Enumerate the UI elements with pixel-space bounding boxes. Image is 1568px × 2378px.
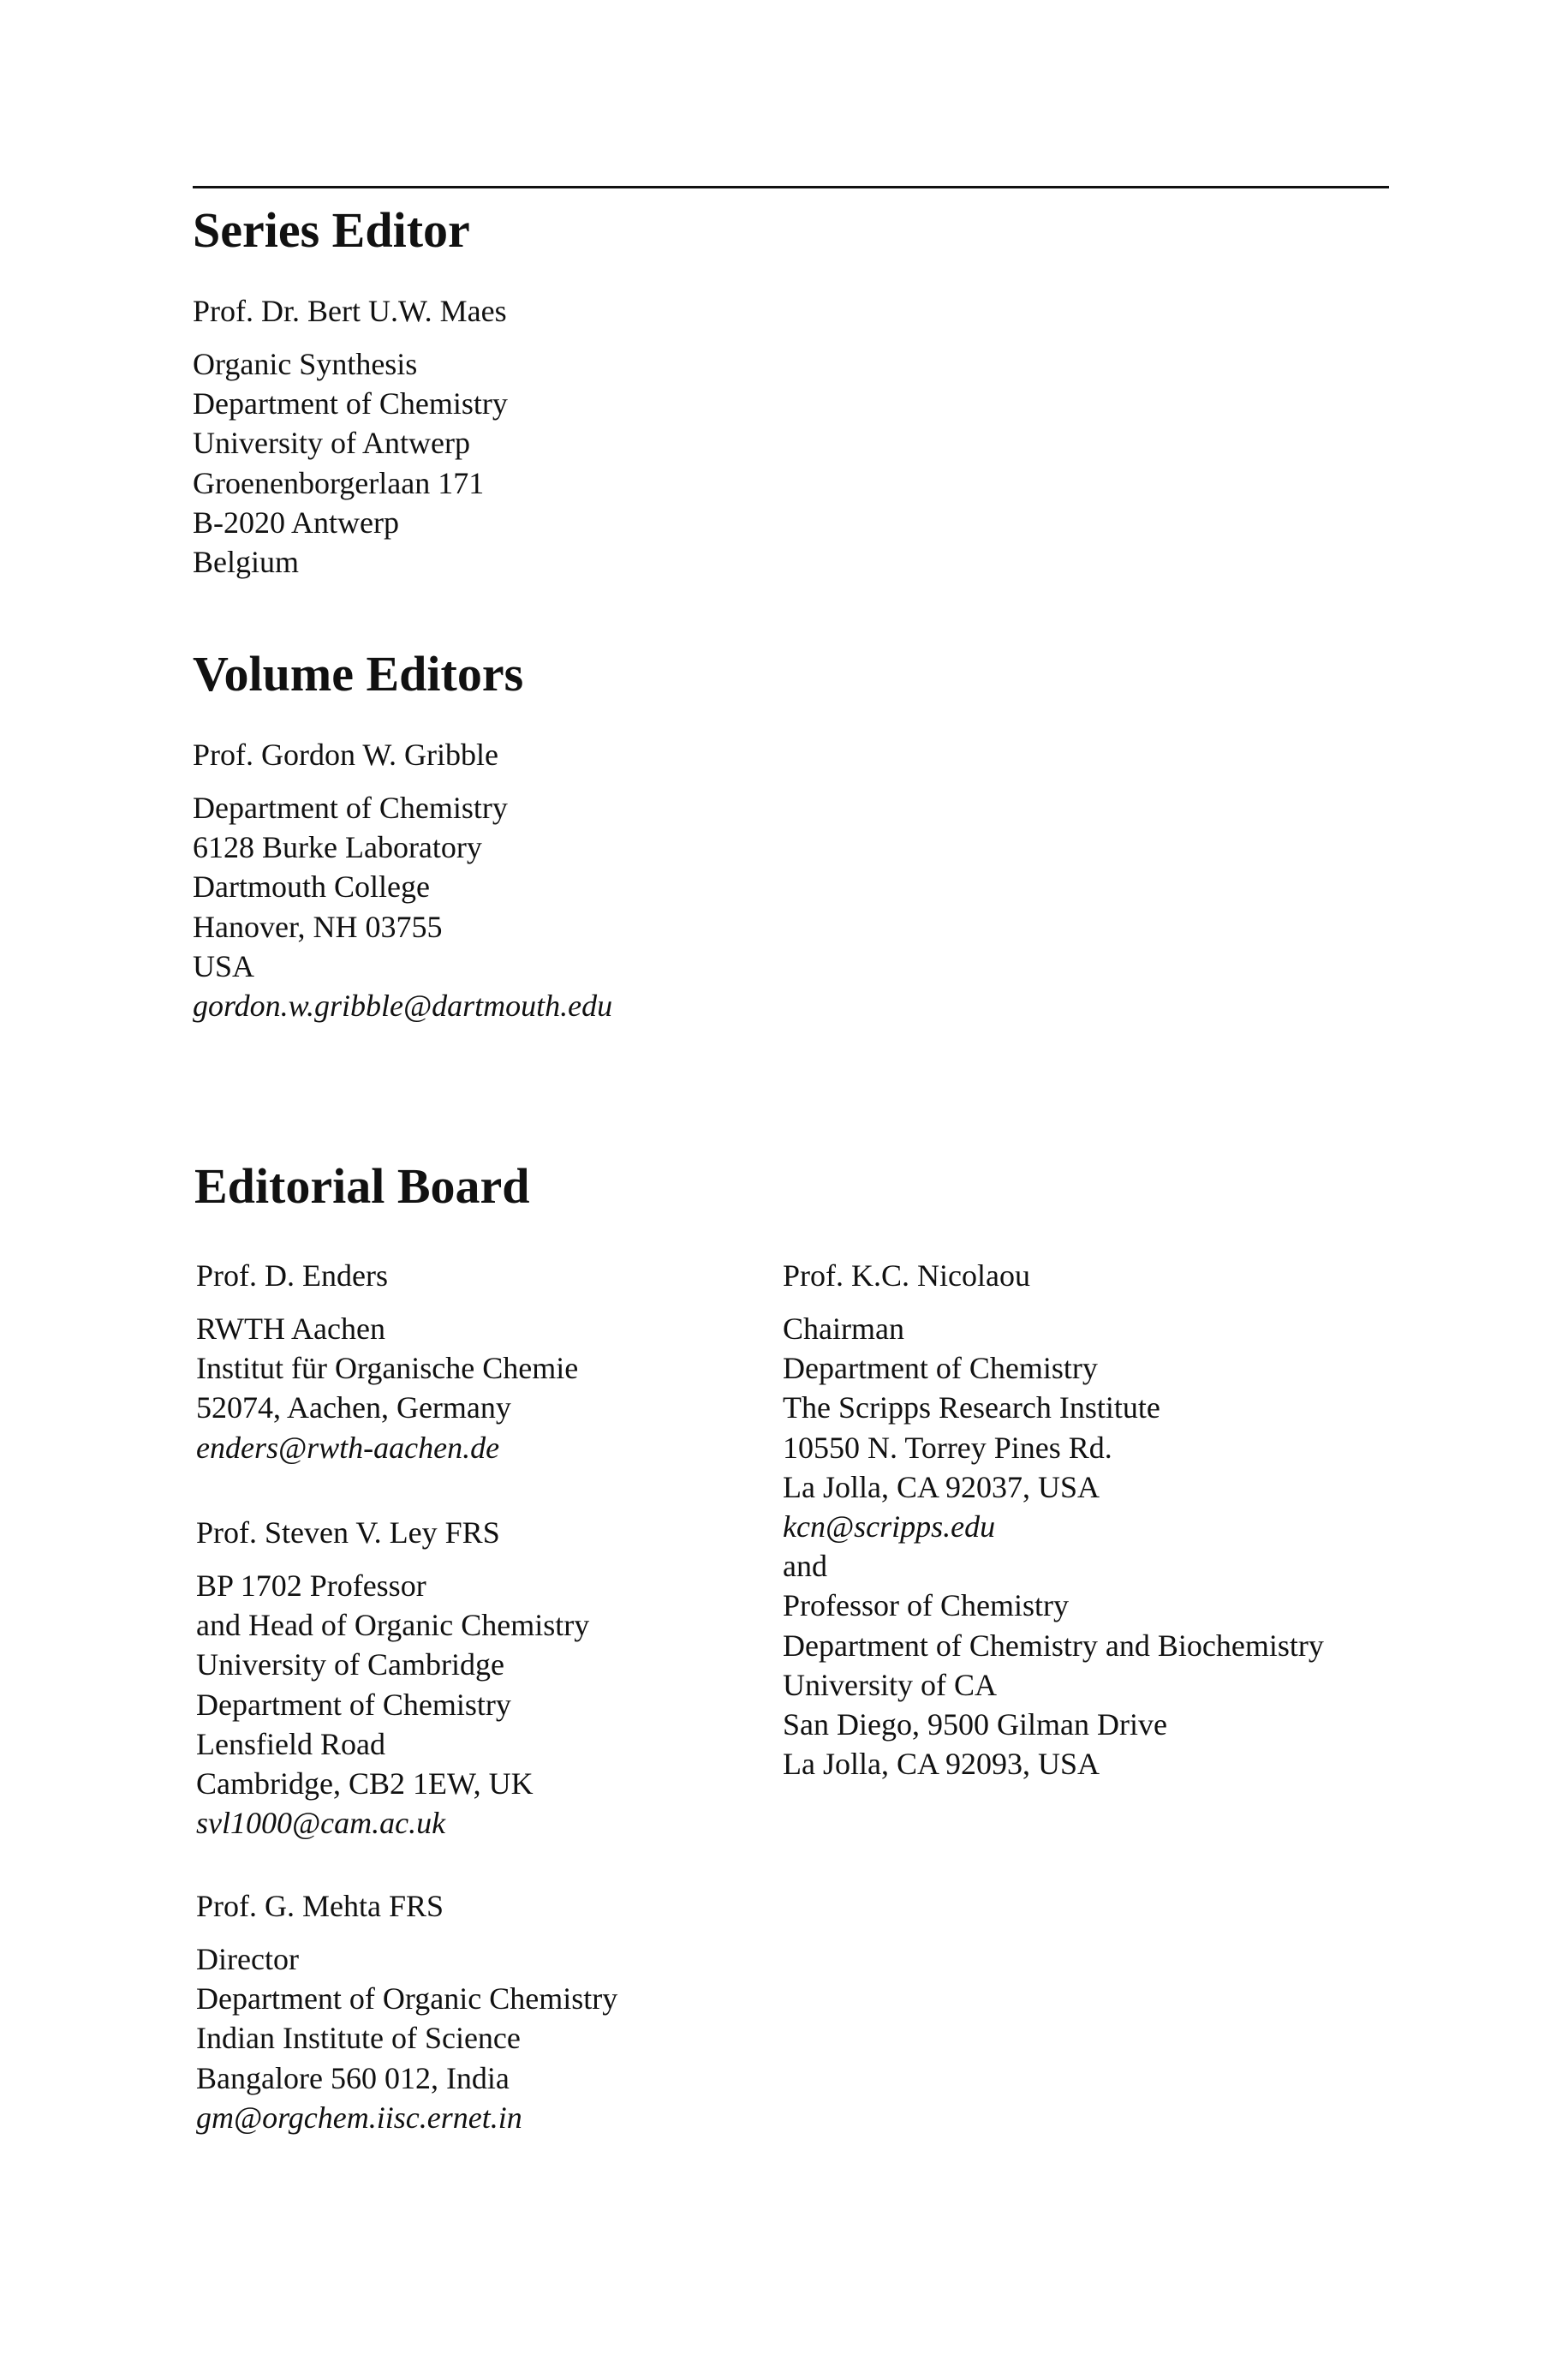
address-line: Department of Chemistry	[196, 1687, 511, 1722]
board-member-name: Prof. K.C. Nicolaou	[783, 1258, 1030, 1293]
address-line: 10550 N. Torrey Pines Rd.	[783, 1430, 1112, 1465]
email-address: gordon.w.gribble@dartmouth.edu	[193, 989, 613, 1024]
address-line: RWTH Aachen	[196, 1311, 385, 1346]
email-address: enders@rwth-aachen.de	[196, 1430, 500, 1465]
address-line: Institut für Organische Chemie	[196, 1351, 579, 1386]
volume-editors-heading: Volume Editors	[193, 646, 524, 702]
board-member-name: Prof. G. Mehta FRS	[196, 1889, 444, 1923]
address-line: Department of Organic Chemistry	[196, 1981, 618, 2017]
address-line: University of Antwerp	[193, 426, 470, 461]
address-line: Department of Chemistry	[783, 1351, 1098, 1386]
address-line: Dartmouth College	[193, 869, 430, 905]
address-line: University of Cambridge	[196, 1647, 504, 1682]
board-member-name: Prof. D. Enders	[196, 1258, 388, 1293]
address-line: Groenenborgerlaan 171	[193, 465, 485, 500]
address-line: Indian Institute of Science	[196, 2021, 521, 2056]
address-line: The Scripps Research Institute	[783, 1390, 1160, 1425]
address-line: 52074, Aachen, Germany	[196, 1390, 511, 1425]
address-line: Department of Chemistry	[193, 386, 508, 421]
volume-editor-address	[193, 788, 612, 1025]
email-address: svl1000@cam.ac.uk	[196, 1806, 446, 1841]
board-member-address	[783, 1309, 1324, 1784]
address-line: Belgium	[193, 545, 299, 580]
board-member-address	[196, 1309, 578, 1467]
address-line: Chairman	[783, 1311, 904, 1346]
email-address: gm@orgchem.iisc.ernet.in	[196, 2100, 522, 2135]
address-line: 6128 Burke Laboratory	[193, 830, 482, 865]
address-line: Organic Synthesis	[193, 347, 418, 381]
board-member-address	[196, 1566, 589, 1843]
address-line: Hanover, NH 03755	[193, 909, 443, 944]
editorial-board-heading: Editorial Board	[194, 1158, 530, 1214]
top-rule	[193, 186, 1389, 188]
address-line: Professor of Chemistry	[783, 1588, 1069, 1623]
address-line: Department of Chemistry	[193, 791, 508, 825]
address-line: Director	[196, 1942, 299, 1976]
address-line: La Jolla, CA 92037, USA	[783, 1469, 1100, 1504]
board-member-address	[196, 1939, 617, 2137]
address-line: Bangalore 560 012, India	[196, 2060, 510, 2095]
series-editor-name: Prof. Dr. Bert U.W. Maes	[193, 294, 507, 328]
address-line: La Jolla, CA 92093, USA	[783, 1747, 1100, 1782]
address-line: and Head of Organic Chemistry	[196, 1608, 590, 1643]
address-line: B-2020 Antwerp	[193, 505, 399, 540]
address-line: USA	[193, 948, 255, 983]
address-line: Department of Chemistry and Biochemistry	[783, 1628, 1324, 1663]
address-line: University of CA	[783, 1667, 997, 1702]
address-line: BP 1702 Professor	[196, 1568, 426, 1603]
volume-editor-name: Prof. Gordon W. Gribble	[193, 738, 498, 772]
board-member-name: Prof. Steven V. Ley FRS	[196, 1515, 500, 1550]
address-line: and	[783, 1549, 827, 1584]
series-editor-address	[193, 344, 508, 582]
address-line: Lensfield Road	[196, 1726, 385, 1761]
email-address: kcn@scripps.edu	[783, 1509, 996, 1545]
series-editor-heading: Series Editor	[193, 202, 470, 258]
address-line: San Diego, 9500 Gilman Drive	[783, 1707, 1167, 1742]
address-line: Cambridge, CB2 1EW, UK	[196, 1766, 534, 1801]
